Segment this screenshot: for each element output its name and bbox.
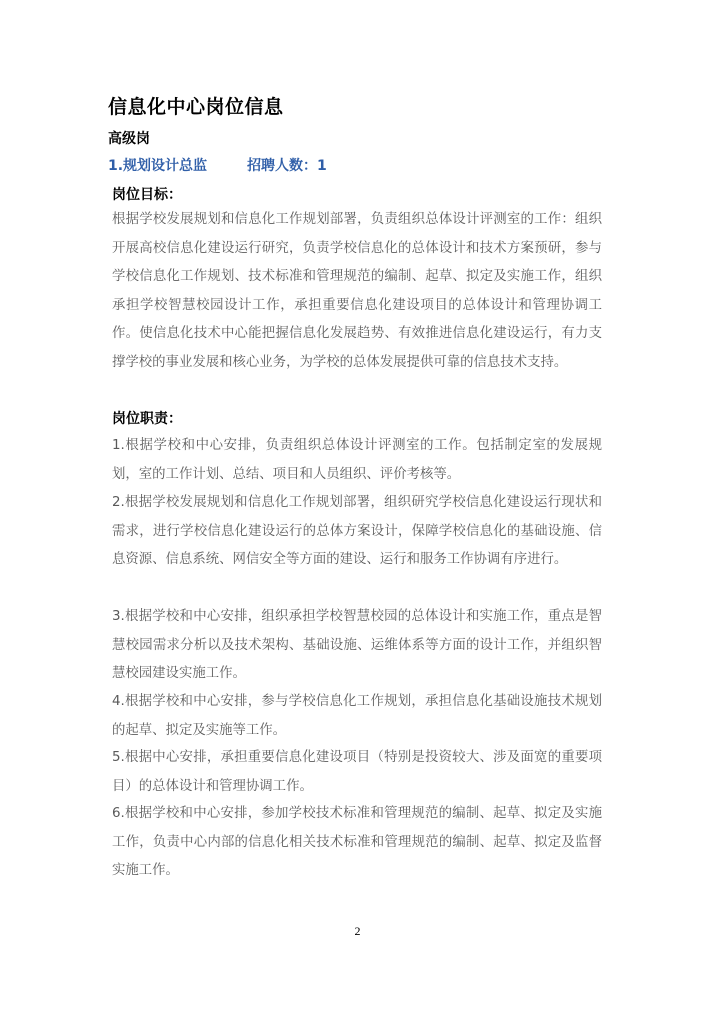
page-title: 信息化中心岗位信息 xyxy=(108,96,284,118)
duty-item: 3.根据学校和中心安排，组织承担学校智慧校园的总体设计和实施工作，重点是智慧校园需求分析以及技术架构、基础设施、运维体系等方面的设计工作，并组织智慧校园建设实施工作。 xyxy=(112,609,602,682)
goal-heading: 岗位目标： xyxy=(112,187,182,203)
duty-item: 4.根据学校和中心安排，参与学校信息化工作规划，承担信息化基础设施技术规划的起草、拟定及实施等工作。 xyxy=(112,694,602,738)
position-name: 1.规划设计总监 xyxy=(108,158,208,174)
duty-item: 2.根据学校发展规划和信息化工作规划部署，组织研究学校信息化建设运行现状和需求，进行学校信息化建设运行的总体方案设计，保障学校信息化的基础设施、信息资源、信息系统、网信安全等方面的建设、运行和服务工作协调有序进行。 xyxy=(112,495,602,568)
duties-heading: 岗位职责： xyxy=(112,411,182,427)
job-level: 高级岗 xyxy=(108,131,150,147)
position-heading xyxy=(108,155,327,175)
duty-item: 5.根据中心安排，承担重要信息化建设项目（特别是投资较大、涉及面宽的重要项目）的总体设计和管理协调工作。 xyxy=(112,750,602,794)
recruit-count: 招聘人数：1 xyxy=(247,158,327,174)
page-number: 2 xyxy=(354,924,361,938)
duty-item: 1.根据学校和中心安排，负责组织总体设计评测室的工作。包括制定室的发展规划，室的工作计划、总结、项目和人员组织、评价考核等。 xyxy=(112,438,602,482)
goal-paragraph: 根据学校发展规划和信息化工作规划部署，负责组织总体设计评测室的工作：组织开展高校信息化建设运行研究，负责学校信息化的总体设计和技术方案预研，参与学校信息化工作规划、技术标准和管理规范的编制、起草、拟定及实施工作，组织承担学校智慧校园设计工作，承担重要信息化建设项目的总体设计和管理协调工作。使信息化技术中心能把握信息化发展趋势、有效推进信息化建设运行，有力支撑学校的事业发展和核心业务，为学校的总体发展提供可靠的信息技术支持。 xyxy=(112,212,602,370)
duty-item: 6.根据学校和中心安排，参加学校技术标准和管理规范的编制、起草、拟定及实施工作，负责中心内部的信息化相关技术标准和管理规范的编制、起草、拟定及监督实施工作。 xyxy=(112,806,602,879)
